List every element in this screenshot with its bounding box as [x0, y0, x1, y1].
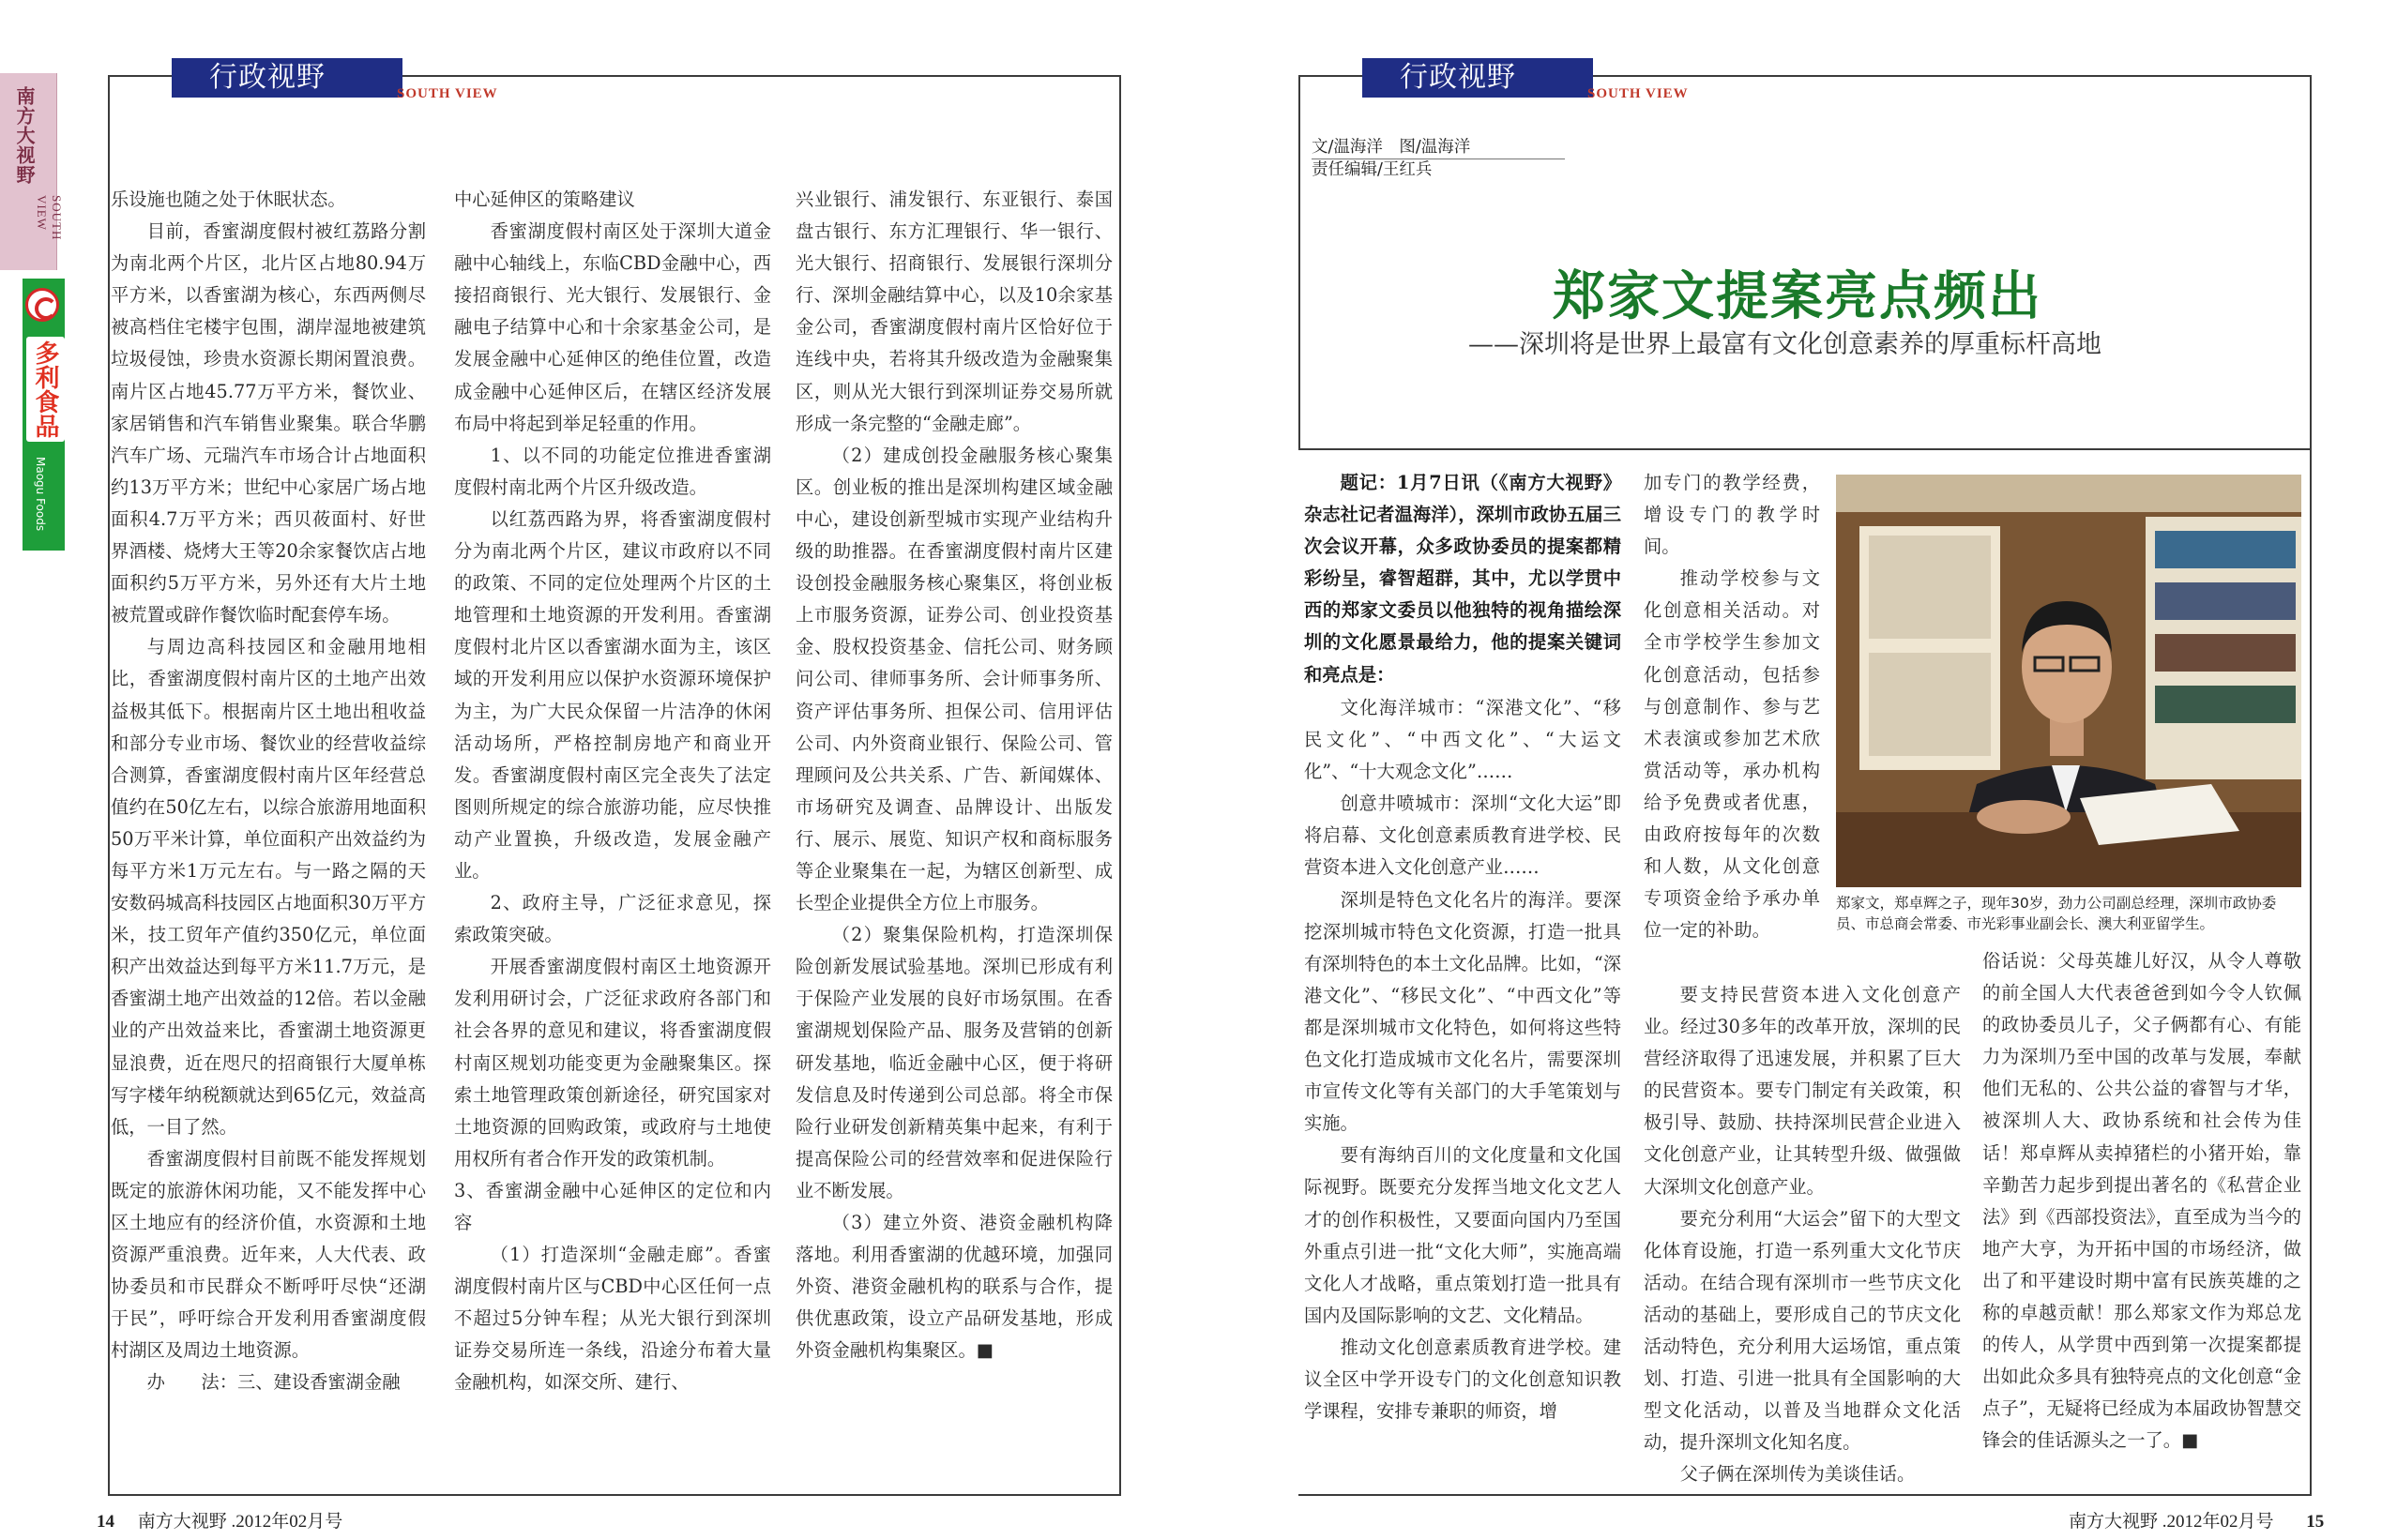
paragraph: 要有海纳百川的文化度量和文化国际视野。既要充分发挥当地文化文艺人才的创作积极性，又要面向国内乃至国外重点引进一批“文化大师”，实施高端文化人才战略，重点策划打造一批具有国内及国际影响的文艺、文化精品。	[1304, 1144, 1621, 1326]
paragraph: 香蜜湖度假村目前既不能发挥规划既定的旅游休闲功能，又不能发挥中心区土地应有的经济价值，水资源和土地资源严重浪费。近年来，人大代表、政协委员和市民群众不断呼吁尽快“还湖于民”，呼吁综合开发利用香蜜湖度假村湖区及周边土地资源。	[111, 1147, 426, 1362]
paragraph: （2）聚集保险机构，打造深圳保险创新发展试验基地。深圳已形成有利于保险产业发展的良好市场氛围。在香蜜湖规划保险产品、服务及营销的创新研发基地，临近金融中心区，便于将研发信息及时传递到公司总部。将全市保险行业研发创新精英集中起来，有利于提高保险公司的经营效率和促进保险行业不断发展。	[796, 924, 1113, 1201]
brand-logo-icon	[25, 288, 59, 322]
folio-text: 南方大视野 .2012年02月号	[137, 1512, 343, 1532]
right-bottom-rule	[1298, 1494, 2312, 1496]
editor-line: 责任编辑/王红兵	[1312, 160, 1433, 179]
section-subheader-right: SOUTH VIEW	[1587, 86, 1689, 101]
ad-brand-subtitle: Maogu Foods	[34, 457, 47, 532]
paragraph: 乐设施也随之处于休眠状态。	[111, 189, 346, 210]
page-number-15: 15	[2306, 1512, 2325, 1532]
side-tab-title: 南方大视野	[13, 86, 36, 185]
right-title-rule	[1298, 448, 2312, 450]
right-frame-right	[2310, 75, 2312, 1496]
paragraph: 与周边高科技园区和金融用地相比，香蜜湖度假村南片区的土地产出效益极其低下。根据南片区土地出租收益和部分专业市场、餐饮业的经营收益综合测算，香蜜湖度假村南片区年经营总值约在50亿左右，以综合旅游用地面积50万平米计算，单位面积产出效益约为每平方米1万元左右。与一路之隔的天安数码城高科技园区占地面积30万平方米，技工贸年产值约350亿元，单位面积产出效益达到每平方米11.7万元，是香蜜湖土地产出效益的12倍。若以金融业的产出效益来比，香蜜湖土地资源更显浪费，近在咫尺的招商银行大厦单栋写字楼年纳税额就达到65亿元，效益高低，一目了然。	[111, 636, 426, 1138]
paragraph: 中心延伸区的策略建议	[454, 189, 635, 210]
article-subtitle: ——深圳将是世界上最富有文化创意素养的厚重标杆高地	[1468, 330, 2101, 359]
portrait-illustration	[1836, 475, 2301, 887]
right-column-3	[1982, 945, 2301, 1457]
author-line: 文/温海洋 图/温海洋	[1312, 138, 1471, 157]
paragraph: 深圳是特色文化名片的海洋。要深挖深圳城市特色文化资源，打造一批具有深圳特色的本土文化品牌。比如，“深港文化”、“移民文化”、“中西文化”等都是深圳城市文化特色，如何将这些特色文化打造成城市文化名片，需要深圳市宣传文化等有关部门的大手笔策划与实施。	[1304, 888, 1621, 1135]
paragraph: 要充分利用“大运会”留下的大型文化体育设施，打造一系列重大文化节庆活动。在结合现有深圳市一些节庆文化活动的基础上，要形成自己的节庆文化活动特色，充分利用大运场馆，重点策划、打造、引进一批具有全国影响的大型文化活动，以普及当地群众文化活动，提升深圳文化知名度。	[1644, 1207, 1961, 1454]
page-number-left	[97, 1507, 342, 1532]
right-frame-left	[1298, 75, 1300, 450]
paragraph: 文化海洋城市：“深港文化”、“移民文化”、“中西文化”、“大运文化”、“十大观念文化”……	[1304, 697, 1621, 783]
ad-brand-name: 多利食品	[26, 337, 65, 442]
paragraph: 推动学校参与文化创意相关活动。对全市学校学生参加文化创意活动，包括参与创意制作、参与艺术表演或参加艺术欣赏活动等，承办机构给予免费或者优惠，由政府按每年的次数和人数，从文化创意专项资金给予承办单位一定的补助。	[1644, 567, 1820, 942]
article-column-2	[454, 184, 771, 1399]
magazine-side-tab	[0, 73, 64, 270]
right-column-2-top	[1644, 467, 1820, 946]
folio-text-right: 南方大视野 .2012年02月号	[2069, 1512, 2274, 1532]
lead-paragraph	[1304, 467, 1621, 691]
paragraph: 1、以不同的功能定位推进香蜜湖度假村南北两个片区升级改造。	[454, 444, 771, 498]
paragraph: 父子俩在深圳传为美谈佳话。	[1679, 1463, 1916, 1486]
article-column-1	[111, 184, 426, 1399]
right-column-2-bottom	[1644, 979, 1961, 1491]
photo-caption: 郑家文，郑卓辉之子，现年30岁，劲力公司副总经理，深圳市政协委员、市总商会常委、市光彩事业副会长、澳大利亚留学生。	[1836, 895, 2277, 932]
left-bottom-rule	[108, 1494, 1121, 1496]
portrait-photo	[1836, 475, 2301, 887]
section-subheader: SOUTH VIEW	[397, 86, 498, 101]
page-number-right	[2069, 1507, 2324, 1532]
left-frame-left	[108, 75, 110, 1496]
paragraph: 推动文化创意素质教育进学校。建议全区中学开设专门的文化创意知识教学课程，安排专兼职的师资，增	[1304, 1336, 1621, 1423]
paragraph: 3、香蜜湖金融中心延伸区的定位和内容	[454, 1179, 771, 1233]
paragraph: 2、政府主导，广泛征求意见，探索政策突破。	[454, 892, 771, 946]
paragraph: （3）建立外资、港资金融机构降落地。利用香蜜湖的优越环境，加强同外资、港资金融机构的联系与合作，提供优惠政策，设立产品研发基地，形成外资金融机构集聚区。■	[796, 1212, 1113, 1362]
right-column-1	[1304, 692, 1621, 1427]
paragraph: 办 法：三、建设香蜜湖金融	[146, 1371, 401, 1394]
page-number: 14	[97, 1512, 114, 1532]
section-header-right: 行政视野	[1362, 58, 1593, 98]
paragraph: （1）打造深圳“金融走廊”。香蜜湖度假村南片区与CBD中心区任何一点不超过5分钟车程；从光大银行到深圳证券交易所连一条线，沿途分布着大量金融机构，如深交所、建行、	[454, 1244, 771, 1394]
paragraph: 要支持民营资本进入文化创意产业。经过30多年的改革开放，深圳的民营经济取得了迅速发展，并积累了巨大的民营资本。要专门制定有关政策，积极引导、鼓励、扶持深圳民营企业进入文化创意产业，让其转型升级、做强做大深圳文化创意产业。	[1644, 984, 1961, 1198]
paragraph: 加专门的教学经费，增设专门的教学时间。	[1644, 472, 1820, 558]
paragraph: 目前，香蜜湖度假村被红荔路分割为南北两个片区，北片区占地80.94万平方米，以香蜜湖为核心，东西两侧尽被高档住宅楼宇包围，湖岸湿地被建筑垃圾侵蚀，珍贵水资源长期闲置浪费。南片区占地45.77万平方米，餐饮业、家居销售和汽车销售业聚集。联合华鹏汽车广场、元瑞汽车市场合计占地面积约13万平方米；世纪中心家居广场占地面积4.7万平方米；西贝莜面村、好世界酒楼、烧烤大王等20余家餐饮店占地面积约5万平方米，另外还有大片土地被荒置或辟作餐饮临时配套停车场。	[111, 220, 426, 627]
paragraph: （2）建成创投金融服务核心聚集区。创业板的推出是深圳构建区域金融中心，建设创新型城市实现产业结构升级的助推器。在香蜜湖度假村南片区建设创投金融服务核心聚集区，将创业板上市服务资源，证券公司、创业投资基金、股权投资基金、信托公司、财务顾问公司、律师事务所、会计师事务所、资产评估事务所、担保公司、信用评估公司、内外资商业银行、保险公司、管理顾问及公共关系、广告、新闻媒体、市场研究及调查、品牌设计、出版发行、展示、展览、知识产权和商标服务等企业聚集在一起，为辖区创新型、成长型企业提供全方位上市服务。	[796, 444, 1113, 914]
paragraph: 创意井喷城市：深圳“文化大运”即将启幕、文化创意素质教育进学校、民营资本进入文化创意产业……	[1304, 793, 1621, 879]
left-frame-right	[1119, 75, 1121, 1496]
side-advertisement	[21, 277, 67, 552]
article-column-3	[796, 184, 1113, 1366]
paragraph: 开展香蜜湖度假村南区土地资源开发利用研讨会，广泛征求政府各部门和社会各界的意见和建议，将香蜜湖度假村南区规划功能变更为金融聚集区。探索土地管理政策创新途径，研究国家对土地资源的回购政策，或政府与土地使用权所有者合作开发的政策机制。	[454, 956, 771, 1170]
paragraph: 香蜜湖度假村南区处于深圳大道金融中心轴线上，东临CBD金融中心，西接招商银行、光大银行、发展银行、金融电子结算中心和十余家基金公司，是发展金融中心延伸区的绝佳位置，改造成金融中心延伸区后，在辖区经济发展布局中将起到举足轻重的作用。	[454, 220, 771, 434]
section-header: 行政视野	[172, 58, 402, 98]
article-title: 郑家文提案亮点频出	[1553, 266, 2042, 327]
paragraph: 以红荔西路为界，将香蜜湖度假村分为南北两个片区，建议市政府以不同的政策、不同的定位处理两个片区的土地管理和土地资源的开发利用。香蜜湖度假村北片区以香蜜湖水面为主，该区域的开发利用应以保护水资源环境保护为主，为广大民众保留一片洁净的休闲活动场所，严格控制房地产和商业开发。香蜜湖度假村南区完全丧失了法定图则所规定的综合旅游功能，应尽快推动产业置换，升级改造，发展金融产业。	[454, 507, 771, 882]
paragraph: 俗话说：父母英雄儿好汉，从令人尊敬的前全国人大代表爸爸到如今令人钦佩的政协委员儿子，父子俩都有心、有能力为深圳乃至中国的改革与发展，奉献他们无私的、公共公益的睿智与才华，被深圳人大、政协系统和社会传为佳话！郑卓辉从卖掉猪栏的小猪开始，靠辛勤苦力起步到提出著名的《私营企业法》到《西部投资法》，直至成为当今的地产大亨，为开拓中国的市场经济，做出了和平建设时期中富有民族英雄的之称的卓越贡献！那么郑家文作为郑总龙的传人，从学贯中西到第一次提案都提出如此众多具有独特亮点的文化创意“金点子”，无疑将已经成为本届政协智慧交锋会的佳话源头之一了。■	[1982, 950, 2301, 1452]
lead-text: 题记：1月7日讯（《南方大视野》杂志社记者温海洋），深圳市政协五届三次会议开幕，众多政协委员的提案都精彩纷呈，睿智超群，其中，尤以学贯中西的郑家文委员以他独特的视角描绘深圳的文化愿景最给力，他的提案关键词和亮点是：	[1304, 472, 1621, 686]
side-tab-subtitle: SOUTH VIEW	[35, 195, 64, 241]
paragraph: 兴业银行、浦发银行、东亚银行、泰国盘古银行、东方汇理银行、华一银行、光大银行、招商银行、发展银行深圳分行、深圳金融结算中心，以及10余家基金公司，香蜜湖度假村南片区恰好位于连线中央，若将其升级改造为金融聚集区，则从光大银行到深圳证券交易所就形成一条完整的“金融走廊”。	[796, 189, 1113, 434]
